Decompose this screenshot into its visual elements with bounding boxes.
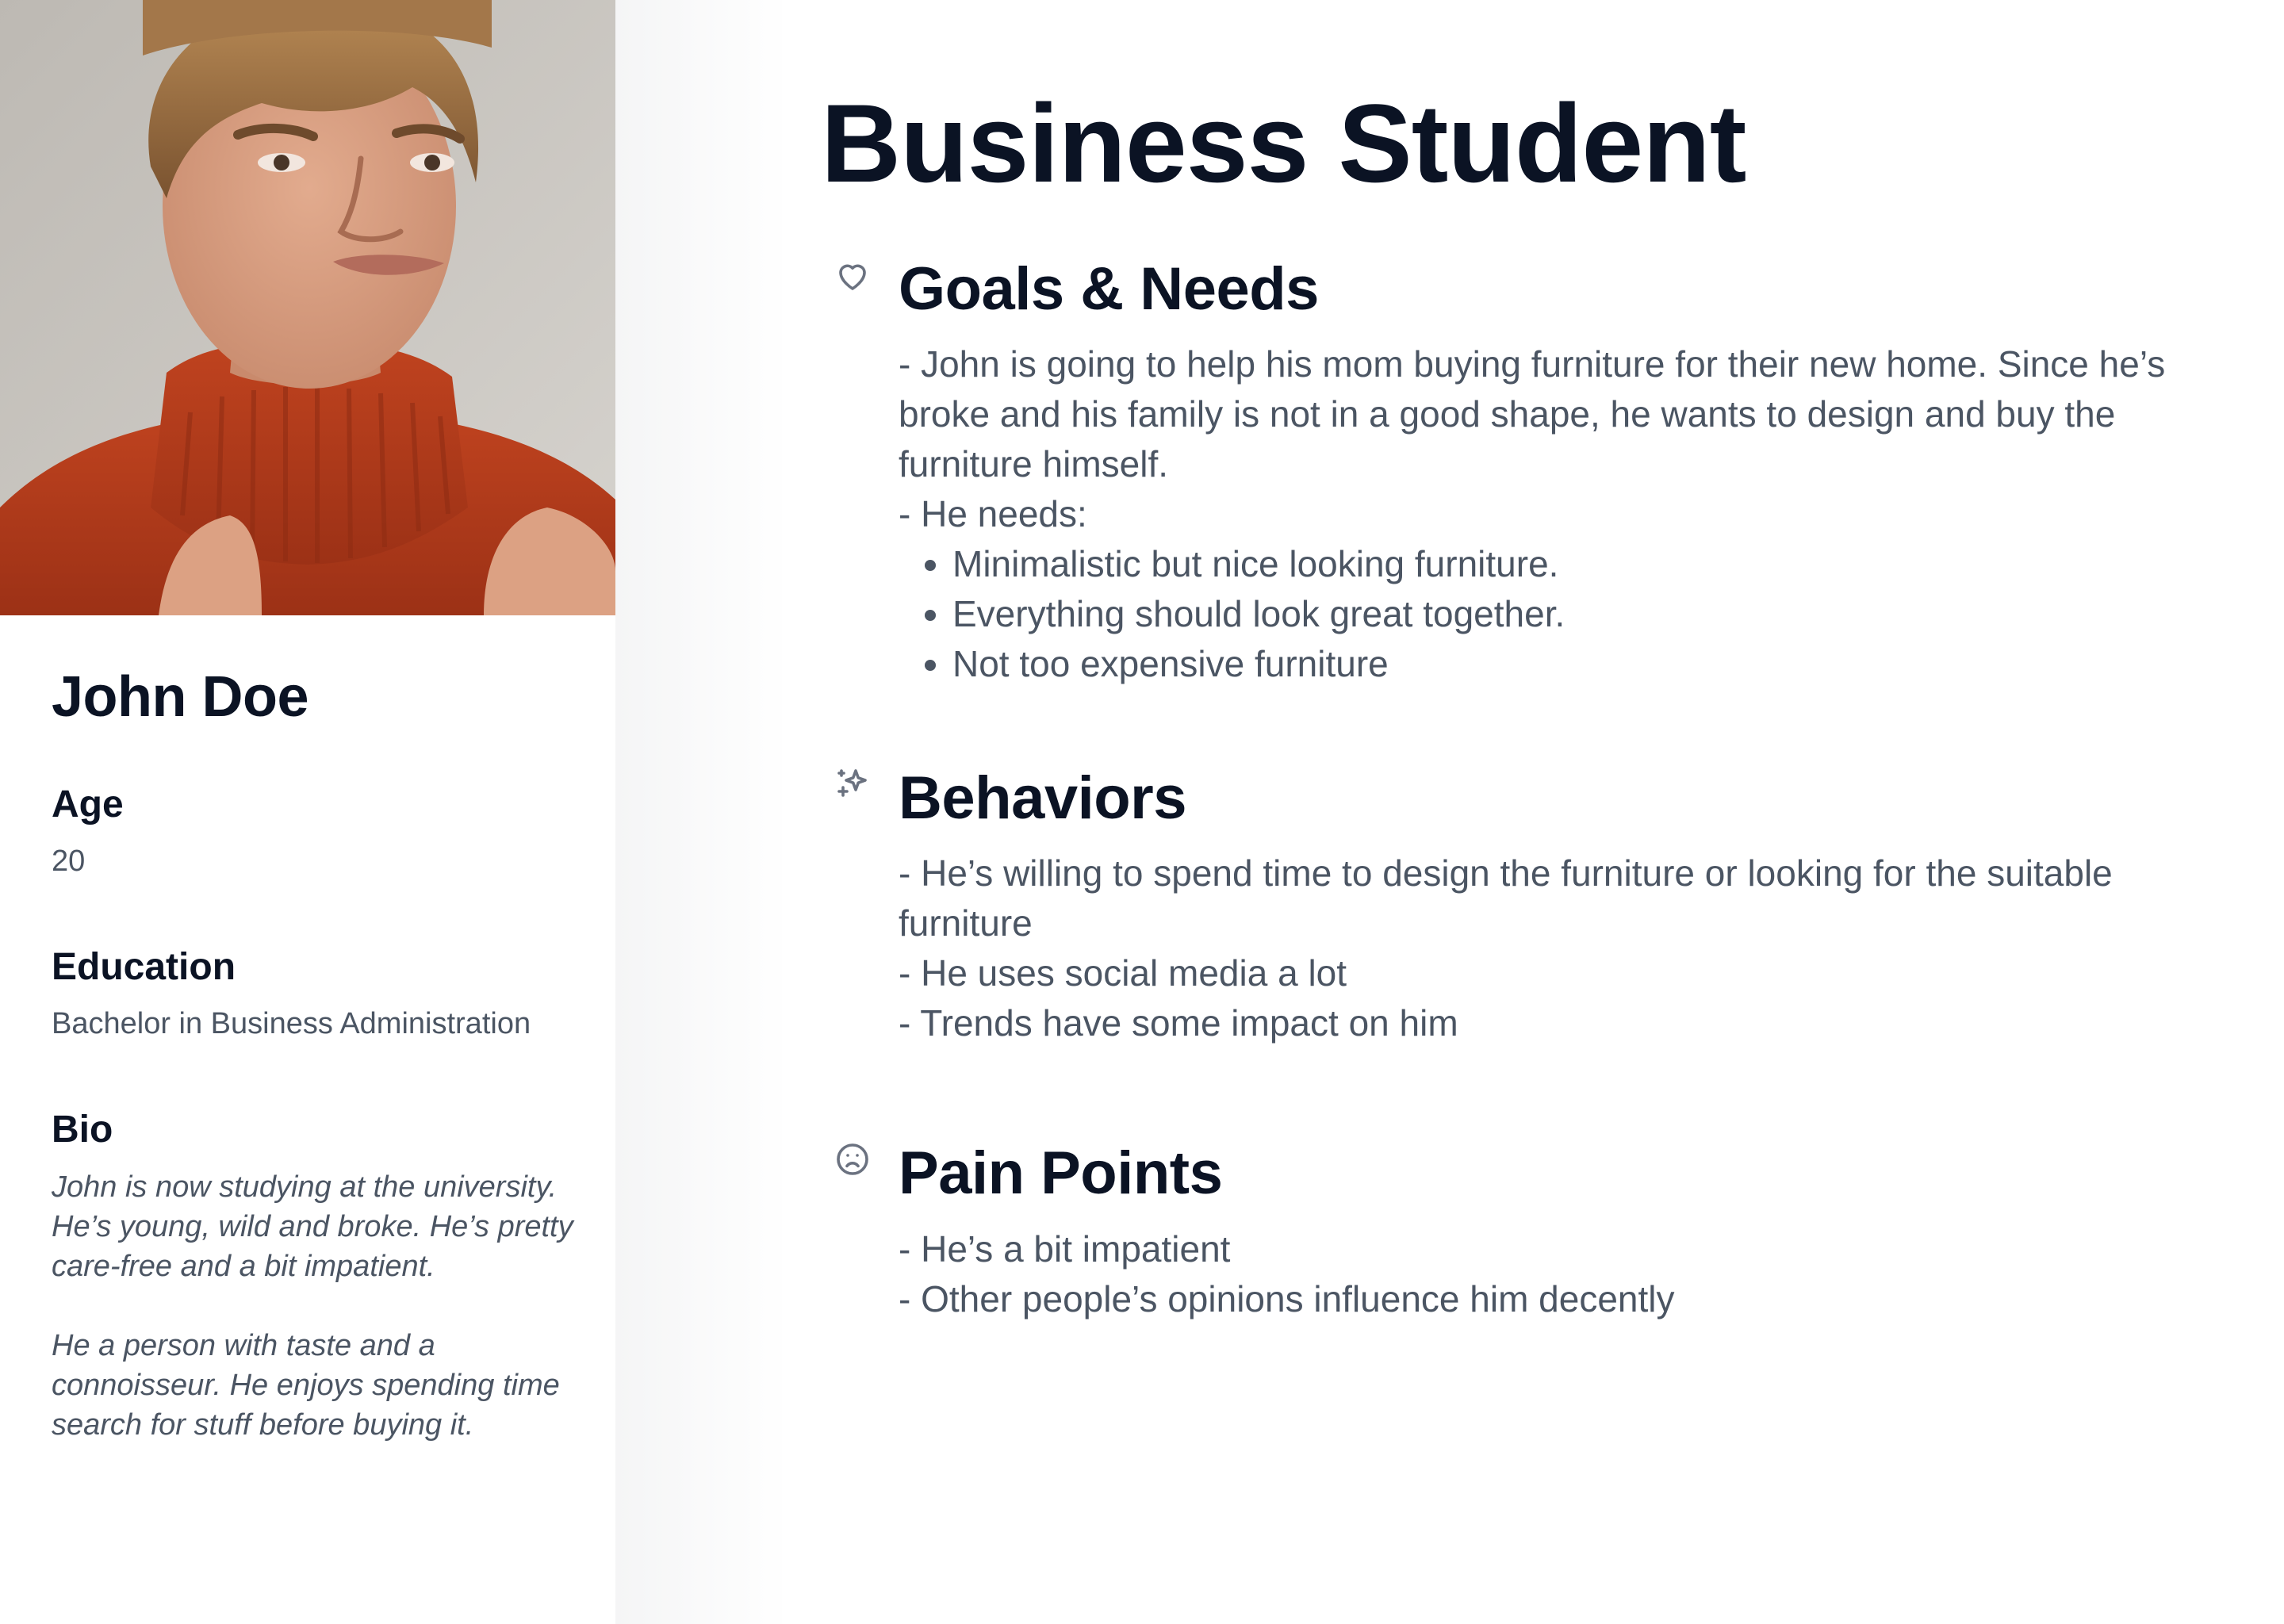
section-title: Pain Points (899, 1139, 1223, 1208)
portrait-illustration (0, 0, 615, 615)
portrait-photo (0, 0, 615, 615)
section-body (899, 1224, 2217, 1324)
heart-icon (834, 256, 872, 294)
field-label: Age (52, 783, 124, 826)
section-goals-needs (821, 253, 2217, 689)
list-item: • Not too expensive furniture (952, 639, 2217, 689)
field-label: Bio (52, 1109, 113, 1151)
field-bio (52, 1107, 575, 1445)
section-body (899, 339, 2217, 689)
page-title: Business Student (821, 81, 1746, 205)
sparkles-icon (834, 765, 872, 803)
field-education (52, 944, 575, 1044)
field-value: Bachelor in Business Administration (52, 1006, 531, 1040)
section-title: Behaviors (899, 764, 1186, 833)
section-line: - Other people’s opinions influence him decently (899, 1277, 1675, 1320)
list-item: • Everything should look great together. (952, 589, 2217, 639)
persona-main (821, 79, 2217, 1324)
section-line: - He needs: (899, 493, 1087, 535)
frown-face-icon (834, 1140, 872, 1178)
bio-paragraph: He a person with taste and a connoisseur. He enjoys spending time search for stuff before buying it. (52, 1328, 560, 1442)
section-behaviors (821, 762, 2217, 1048)
persona-profile (52, 663, 575, 1484)
section-body (899, 848, 2217, 1048)
section-line: - He’s a bit impatient (899, 1228, 1231, 1270)
section-line: - He’s willing to spend time to design the furniture or looking for the suitable furniture (899, 852, 2113, 944)
section-line: - John is going to help his mom buying furniture for their new home. Since he’s broke and his family is not in a good shape, he wants to design and buy the furniture himself. (899, 343, 2166, 485)
persona-name: John Doe (52, 665, 309, 729)
field-value: 20 (52, 844, 86, 878)
section-line: - Trends have some impact on him (899, 1002, 1458, 1044)
list-item: • Minimalistic but nice looking furniture. (952, 539, 2217, 589)
sidebar-shadow (615, 0, 790, 1624)
field-age (52, 782, 575, 881)
section-line: - He uses social media a lot (899, 952, 1347, 994)
section-title: Goals & Needs (899, 255, 1319, 323)
field-label: Education (52, 946, 236, 989)
bio-paragraph: John is now studying at the university. He’s young, wild and broke. He’s pretty care-free and a bit impatient. (52, 1170, 573, 1283)
needs-list (899, 539, 2217, 689)
section-pain-points (821, 1137, 2217, 1323)
persona-sidebar (0, 0, 615, 1624)
